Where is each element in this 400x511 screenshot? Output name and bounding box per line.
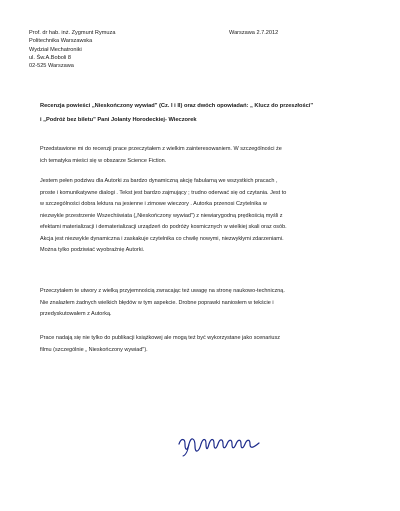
paragraph-line: Przeczytałem te utwory z wielką przyjemnością zwracając też uwagę na stronę naukowo-techniczną. bbox=[40, 288, 285, 294]
paragraph-admiration bbox=[40, 176, 372, 257]
paragraph-line: Przedstawione mi do recenzji prace przeczytałem z wielkim zainteresowaniem. W szczególności że bbox=[40, 146, 282, 152]
paragraph-line: Można tylko podziwiać wyobraźnię Autorki. bbox=[40, 247, 145, 253]
paragraph-line: Akcja jest niezwykle dynamiczna i zaskakuje czytelnika co chwilę nowymi, niezwykłymi zdarzeniami. bbox=[40, 235, 284, 242]
review-title bbox=[40, 99, 370, 127]
paragraph-line: ich tematyka mieści się w obszarze Science Fiction. bbox=[40, 157, 167, 164]
sender-name: Prof. dr hab. inż. Zygmunt Rymuza bbox=[29, 30, 116, 36]
paragraph-intro bbox=[40, 144, 372, 167]
paragraph-line: Prace nadają się nie tylko do publikacji książkowej ale mogą też być wykorzystane jako scenariusz bbox=[40, 335, 280, 341]
sender-faculty: Wydział Mechatroniki bbox=[29, 46, 82, 53]
sender-street: ul. Św.A.Boboli 8 bbox=[29, 54, 71, 61]
paragraph-conclusion bbox=[40, 333, 372, 356]
paragraph-line: efektami materializacji i dematerializacji urządzeń do podróży kosmicznych w wielkiej skali oraz osób. bbox=[40, 224, 287, 230]
paragraph-line: filmu (szczególnie „ Nieskończony wywiad"). bbox=[40, 346, 148, 353]
sender-address-block bbox=[29, 29, 115, 70]
review-title-line: i „Podróż bez biletu" Pani Jolanty Horodeckiej- Wieczorek bbox=[40, 117, 197, 123]
paragraph-technical bbox=[40, 286, 372, 321]
review-title-line: Recenzja powieści „Nieskończony wywiad" (Cz. I i II) oraz dwóch opowiadań: „ Klucz do przeszłości" bbox=[40, 103, 314, 109]
signature-stroke bbox=[179, 439, 259, 451]
paragraph-line: przedyskutowałem z Autorką. bbox=[40, 311, 112, 317]
sender-city: 02-525 Warszawa bbox=[29, 63, 74, 70]
paragraph-line: w szczególności dobra lektura na jesienne i zimowe wieczory . Autorka przenosi Czytelnika w bbox=[40, 201, 267, 207]
paragraph-line: proste i komunikatywne dialogi . Tekst jest bardzo zajmujący ; trudno oderwać się od czytania. Jest to bbox=[40, 189, 287, 196]
paragraph-line: niezwykle przestrzenie Wszechświata („Nieskończony wywiad") z niewiarygodną prędkością myśli z bbox=[40, 212, 283, 219]
sender-institution: Politechnika Warszawska bbox=[29, 38, 93, 45]
handwritten-signature bbox=[175, 430, 265, 458]
paragraph-line: Jestem pełen podziwu dla Autorki za bardzo dynamiczną akcję fabularną we wszystkich pracach , bbox=[40, 178, 278, 184]
date-place: Warszawa 2.7.2012 bbox=[229, 30, 279, 36]
paragraph-line: Nie znalazłem żadnych wielkich błędów w tym aspekcie. Drobne poprawki naniosłem w tekście i bbox=[40, 299, 274, 306]
